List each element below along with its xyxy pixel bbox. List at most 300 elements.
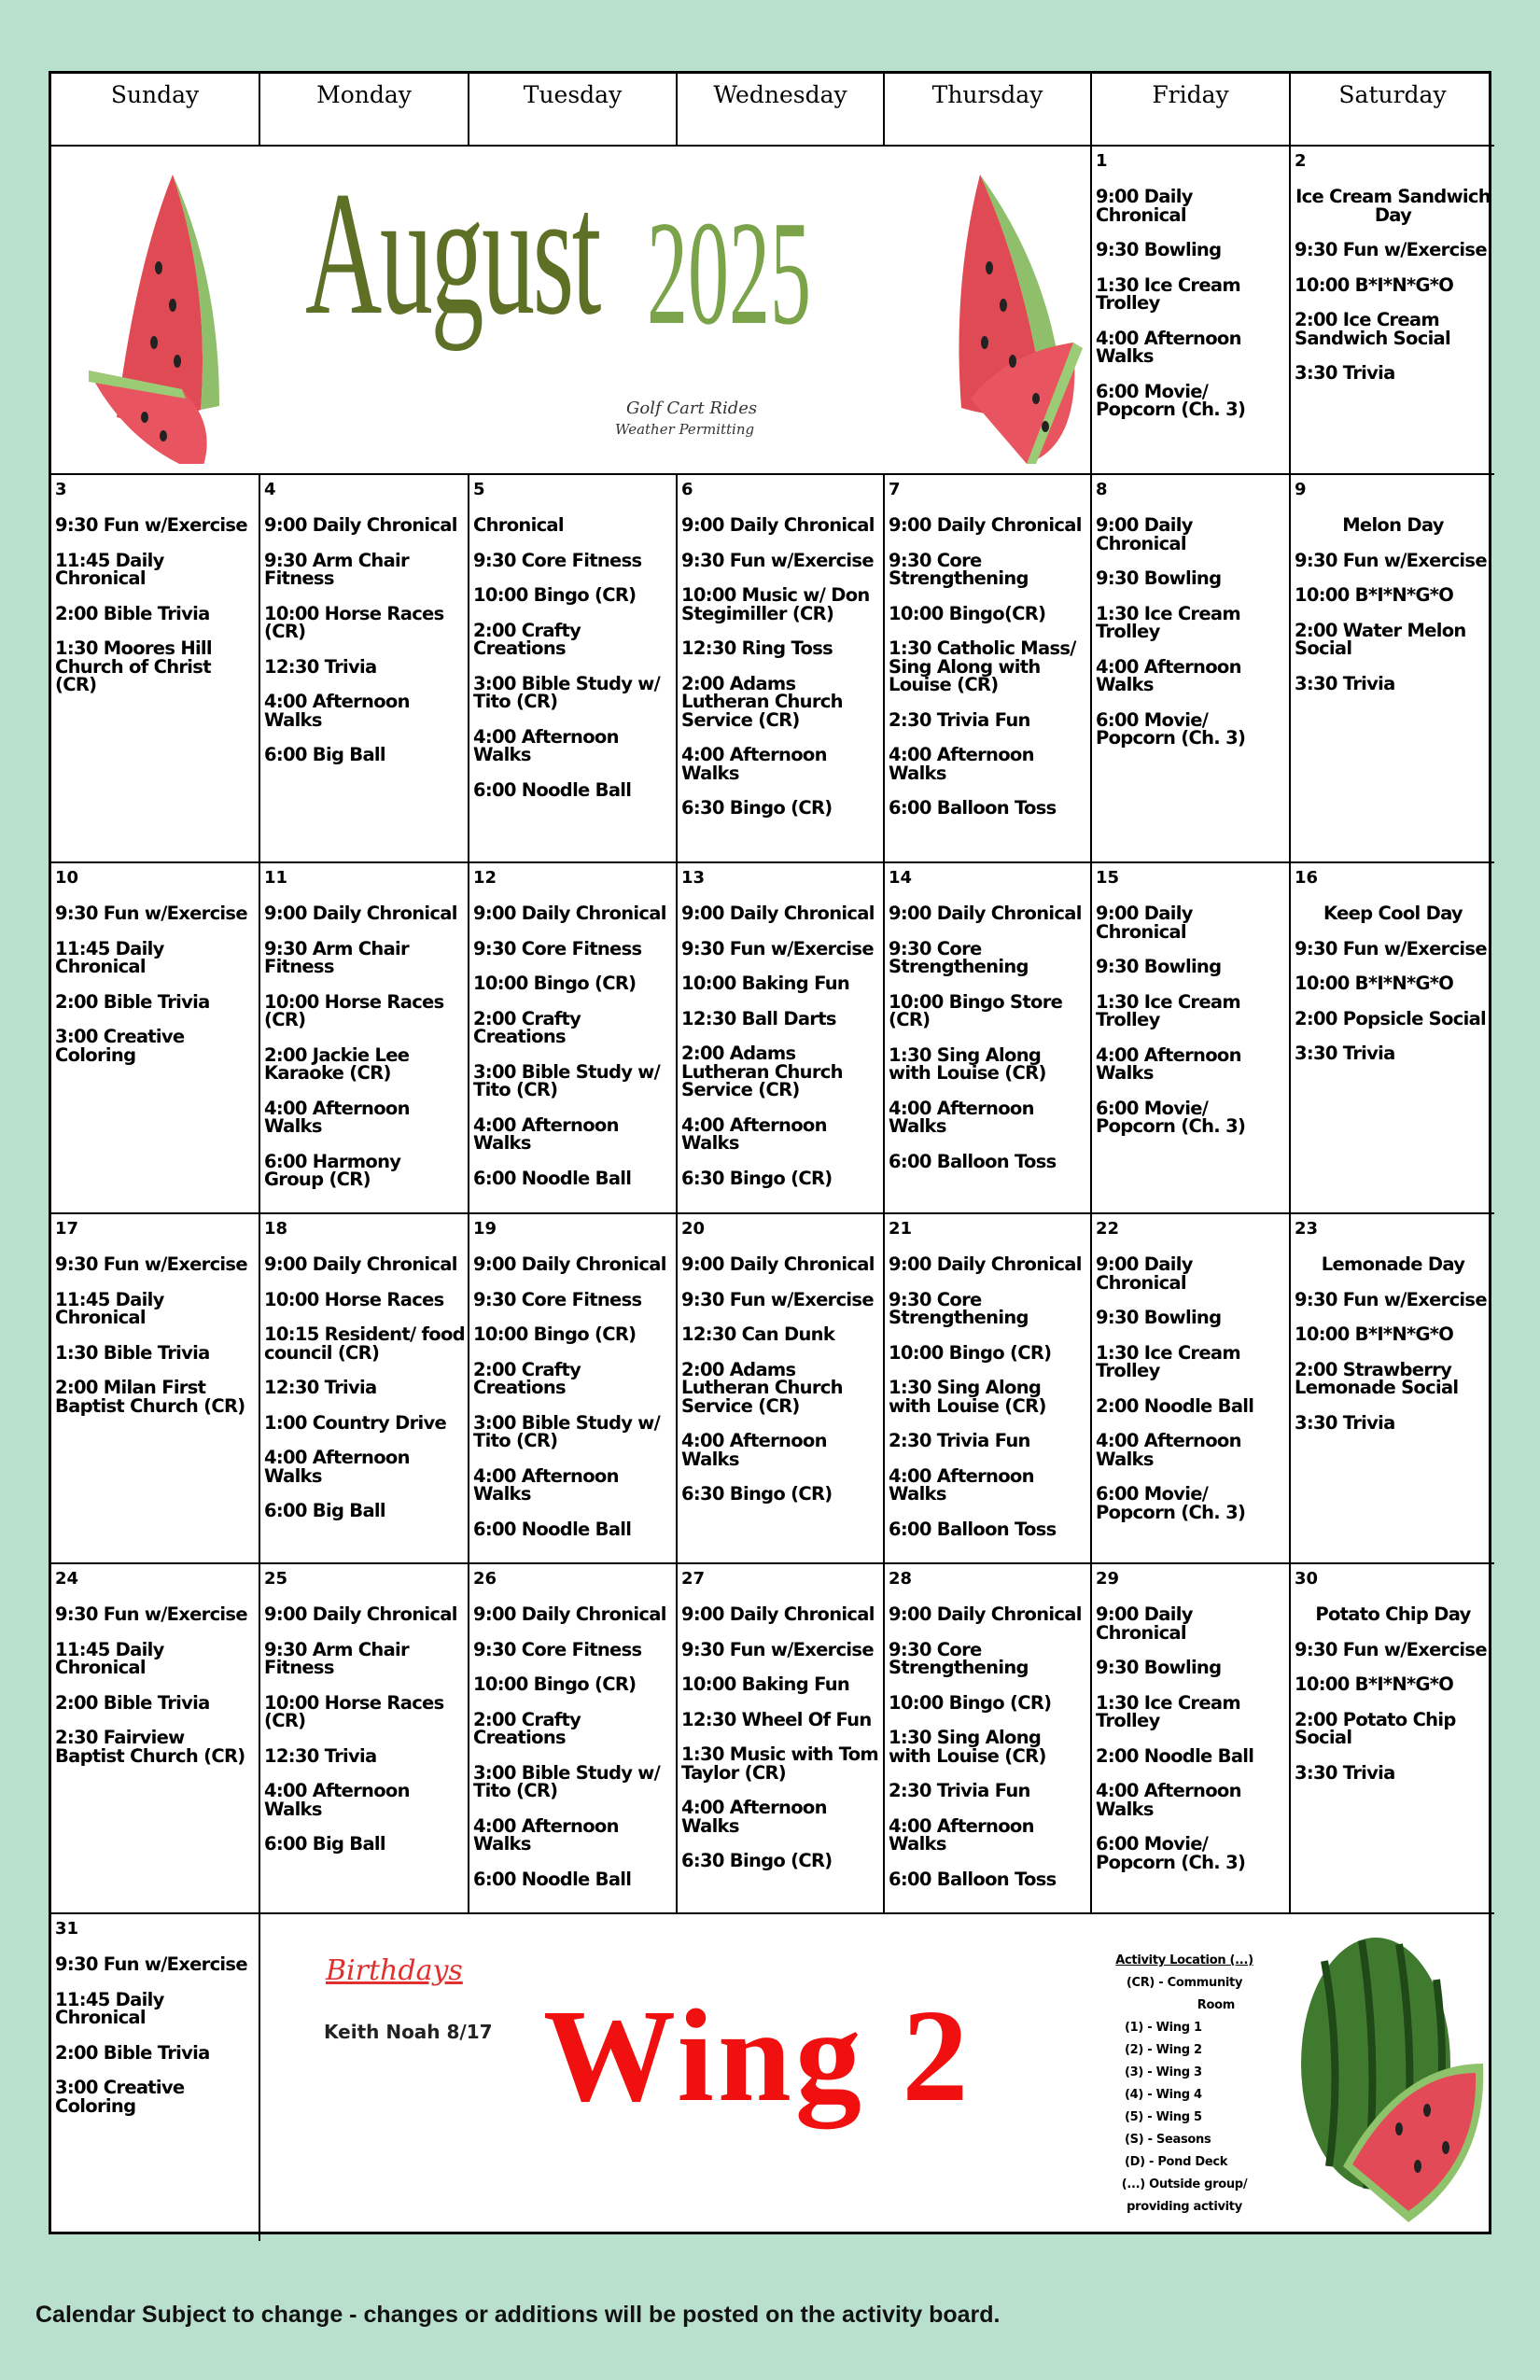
event-item: 9:30 Fun w/Exercise bbox=[681, 937, 874, 959]
day-number: 2 bbox=[1295, 151, 1307, 171]
day-cell-17 bbox=[51, 1214, 260, 1564]
event-item: 9:30 Core Fitness bbox=[473, 549, 642, 571]
day-number: 30 bbox=[1295, 1569, 1319, 1589]
event-item: 10:00 Horse Races (CR) bbox=[264, 602, 444, 642]
event-item: 9:30 Fun w/Exercise bbox=[681, 549, 874, 571]
event-list bbox=[889, 1255, 1087, 1555]
event-item: 9:30 Core Fitness bbox=[473, 1288, 642, 1310]
event-item: 10:00 Bingo (CR) bbox=[473, 1673, 637, 1695]
event-item: 9:30 Bowling bbox=[1096, 239, 1222, 260]
event-item: 9:30 Core Strengthening bbox=[889, 549, 1029, 589]
event-list bbox=[55, 516, 256, 711]
event-item: 9:30 Fun w/Exercise bbox=[55, 1253, 247, 1275]
event-list bbox=[1295, 516, 1491, 709]
event-item: 6:30 Bingo (CR) bbox=[681, 1167, 833, 1189]
day-cell-1 bbox=[1092, 147, 1291, 475]
event-item: 6:00 Noodle Ball bbox=[473, 778, 632, 801]
event-item: 6:00 Movie/ Popcorn (Ch. 3) bbox=[1096, 708, 1246, 749]
event-item: 9:00 Daily Chronical bbox=[1096, 186, 1193, 226]
event-item: 9:30 Core Strengthening bbox=[889, 937, 1029, 977]
event-item: 10:00 Bingo (CR) bbox=[473, 973, 637, 994]
event-item: 9:00 Daily Chronical bbox=[1096, 514, 1193, 554]
day-number: 8 bbox=[1096, 480, 1108, 499]
event-item: 4:00 Afternoon Walks bbox=[1096, 1043, 1241, 1084]
weather-text: Weather Permitting bbox=[615, 421, 755, 438]
event-item: 6:00 Noodle Ball bbox=[473, 1868, 632, 1890]
event-item: 12:30 Ball Darts bbox=[681, 1007, 836, 1029]
watermelon-slice-icon bbox=[70, 165, 257, 464]
day-number: 15 bbox=[1096, 868, 1120, 888]
event-item: 9:30 Arm Chair Fitness bbox=[264, 549, 409, 589]
day-cell-15 bbox=[1092, 863, 1291, 1214]
event-item: 10:00 Horse Races (CR) bbox=[264, 990, 444, 1030]
event-item: 1:30 Sing Along with Louise (CR) bbox=[889, 1727, 1046, 1767]
event-item: 2:00 Bible Trivia bbox=[55, 2041, 210, 2064]
event-item: 6:00 Big Ball bbox=[264, 1500, 385, 1521]
event-item: 10:00 Bingo (CR) bbox=[889, 1691, 1052, 1714]
event-item: 4:00 Afternoon Walks bbox=[889, 1464, 1034, 1505]
day-number: 11 bbox=[264, 868, 288, 888]
event-item: 4:00 Afternoon Walks bbox=[264, 1097, 410, 1137]
event-item: 1:30 Ice Cream Trolley bbox=[1096, 602, 1240, 642]
location-legend bbox=[1100, 1950, 1268, 2219]
event-item: 11:45 Daily Chronical bbox=[55, 937, 164, 977]
legend-outside: (...) Outside group/ bbox=[1121, 2177, 1248, 2191]
day-cell-22 bbox=[1092, 1214, 1291, 1564]
day-number: 25 bbox=[264, 1569, 288, 1589]
event-item: 9:00 Daily Chronical bbox=[681, 903, 875, 924]
event-list bbox=[1096, 1605, 1286, 1888]
day-number: 17 bbox=[55, 1219, 79, 1239]
event-list bbox=[1096, 516, 1286, 764]
day-number: 12 bbox=[473, 868, 497, 888]
day-cell-2 bbox=[1291, 147, 1494, 475]
event-list bbox=[1295, 1605, 1491, 1799]
event-item: 2:00 Milan First Baptist Church (CR) bbox=[55, 1377, 245, 1417]
event-item: 12:30 Ring Toss bbox=[681, 637, 833, 659]
event-item: 4:00 Afternoon Walks bbox=[473, 1464, 619, 1505]
event-list bbox=[681, 904, 880, 1204]
day-number: 19 bbox=[473, 1219, 497, 1239]
event-item: 9:00 Daily Chronical bbox=[264, 514, 457, 536]
event-item: 4:00 Afternoon Walks bbox=[264, 691, 410, 731]
event-item: 2:00 Water Melon Social bbox=[1295, 619, 1466, 659]
event-item: 9:00 Daily Chronical bbox=[473, 1253, 666, 1275]
event-item: 4:00 Afternoon Walks bbox=[681, 1113, 827, 1154]
event-item: 9:30 Bowling bbox=[1096, 567, 1222, 589]
event-item: 2:00 Crafty Creations bbox=[473, 619, 581, 659]
event-item: 10:00 Horse Races bbox=[264, 1288, 444, 1310]
calendar-grid bbox=[49, 71, 1491, 2234]
birthdays-title: Birthdays bbox=[326, 1954, 463, 1987]
day-cell-10 bbox=[51, 863, 260, 1214]
event-item: 2:00 Potato Chip Social bbox=[1295, 1708, 1456, 1748]
event-item: 1:30 Moores Hill Church of Christ (CR) bbox=[55, 637, 212, 695]
event-item: 2:30 Trivia Fun bbox=[889, 1430, 1030, 1451]
event-item: 9:30 Core Fitness bbox=[473, 937, 642, 959]
event-item: 9:00 Daily Chronical bbox=[889, 514, 1082, 536]
day-number: 3 bbox=[55, 480, 67, 499]
event-item: 12:30 Trivia bbox=[264, 655, 377, 678]
day-cell-23 bbox=[1291, 1214, 1494, 1564]
day-number: 23 bbox=[1295, 1219, 1319, 1239]
golf-cart-text: Golf Cart Rides bbox=[626, 399, 758, 418]
event-list bbox=[264, 1605, 465, 1870]
legend-cr: (CR) - Community bbox=[1126, 1976, 1243, 1990]
event-item: 3:30 Trivia bbox=[1295, 1043, 1395, 1064]
day-cell-11 bbox=[260, 863, 469, 1214]
event-item: 9:00 Daily Chronical bbox=[681, 1603, 875, 1625]
day-number: 22 bbox=[1096, 1219, 1120, 1239]
legend-providing: providing activity bbox=[1127, 2200, 1242, 2214]
event-list bbox=[889, 1605, 1087, 1905]
event-list bbox=[55, 1255, 256, 1432]
day-cell-28 bbox=[885, 1564, 1092, 1914]
day-number: 5 bbox=[473, 480, 485, 499]
event-item: 2:30 Fairview Baptist Church (CR) bbox=[55, 1727, 245, 1767]
event-item: Keep Cool Day bbox=[1323, 903, 1463, 924]
event-item: 9:30 Fun w/Exercise bbox=[55, 1603, 247, 1625]
event-item: 3:00 Creative Coloring bbox=[55, 2077, 185, 2117]
event-item: 10:00 B*I*N*G*O bbox=[1295, 1323, 1454, 1345]
day-number: 31 bbox=[55, 1919, 79, 1939]
day-number: 29 bbox=[1096, 1569, 1120, 1589]
event-item: 3:30 Trivia bbox=[1295, 362, 1395, 384]
watermelon-slice-icon bbox=[924, 165, 1092, 464]
event-item: 6:00 Movie/ Popcorn (Ch. 3) bbox=[1096, 1097, 1246, 1137]
day-cell-30 bbox=[1291, 1564, 1494, 1914]
event-item: 9:00 Daily Chronical bbox=[889, 1253, 1082, 1275]
event-item: 4:00 Afternoon Walks bbox=[1096, 1430, 1241, 1470]
event-item: 1:30 Sing Along with Louise (CR) bbox=[889, 1377, 1046, 1417]
event-item: 10:00 Bingo Store (CR) bbox=[889, 990, 1063, 1030]
event-item: 2:00 Crafty Creations bbox=[473, 1007, 581, 1047]
event-item: 9:30 Fun w/Exercise bbox=[55, 903, 247, 924]
event-list bbox=[889, 516, 1087, 834]
event-item: 9:30 Arm Chair Fitness bbox=[264, 937, 409, 977]
event-item: 11:45 Daily Chronical bbox=[55, 1288, 164, 1328]
event-item: 11:45 Daily Chronical bbox=[55, 1988, 164, 2028]
event-item: 3:30 Trivia bbox=[1295, 1411, 1395, 1434]
month-banner bbox=[51, 147, 1092, 475]
event-item: 9:00 Daily Chronical bbox=[473, 903, 666, 924]
day-number: 20 bbox=[681, 1219, 706, 1239]
event-item: 1:30 Catholic Mass/ Sing Along with Louise (CR) bbox=[889, 637, 1076, 695]
event-item: 4:00 Afternoon Walks bbox=[473, 1814, 619, 1855]
day-cell-9 bbox=[1291, 475, 1494, 863]
event-item: 6:00 Big Ball bbox=[264, 744, 385, 765]
day-number: 9 bbox=[1295, 480, 1307, 499]
event-item: 9:30 Fun w/Exercise bbox=[55, 514, 247, 536]
event-item: 10:00 B*I*N*G*O bbox=[1295, 973, 1454, 994]
event-item: 3:00 Bible Study w/ Tito (CR) bbox=[473, 1060, 661, 1100]
event-item: 9:00 Daily Chronical bbox=[473, 1603, 666, 1625]
event-item: 4:00 Afternoon Walks bbox=[889, 744, 1034, 784]
day-number: 27 bbox=[681, 1569, 706, 1589]
event-item: 10:00 B*I*N*G*O bbox=[1295, 273, 1454, 296]
event-item: 6:00 Movie/ Popcorn (Ch. 3) bbox=[1096, 1833, 1246, 1873]
event-item: 9:00 Daily Chronical bbox=[681, 1253, 875, 1275]
event-item: 4:00 Afternoon Walks bbox=[1096, 655, 1241, 695]
event-item: 4:00 Afternoon Walks bbox=[681, 1430, 827, 1470]
day-number: 10 bbox=[55, 868, 79, 888]
day-cell-27 bbox=[678, 1564, 885, 1914]
day-cell-31 bbox=[51, 1914, 260, 2241]
event-list bbox=[264, 516, 465, 781]
day-number: 13 bbox=[681, 868, 706, 888]
event-list bbox=[889, 904, 1087, 1187]
event-item: 2:00 Jackie Lee Karaoke (CR) bbox=[264, 1043, 410, 1084]
birthday-entry: Keith Noah 8/17 bbox=[324, 2021, 493, 2043]
event-item: Melon Day bbox=[1342, 514, 1444, 536]
day-cell-7 bbox=[885, 475, 1092, 863]
event-item: 9:30 Fun w/Exercise bbox=[1295, 1288, 1487, 1310]
event-list bbox=[473, 1255, 673, 1555]
event-item: 9:00 Daily Chronical bbox=[889, 1603, 1082, 1625]
event-list bbox=[1096, 188, 1286, 436]
event-list bbox=[55, 1955, 256, 2132]
event-item: 6:00 Big Ball bbox=[264, 1833, 385, 1855]
event-item: 3:30 Trivia bbox=[1295, 672, 1395, 694]
event-item: 6:00 Movie/ Popcorn (Ch. 3) bbox=[1096, 1483, 1246, 1523]
day-number: 1 bbox=[1096, 151, 1108, 171]
event-item: 6:30 Bingo (CR) bbox=[681, 797, 833, 819]
event-item: 9:00 Daily Chronical bbox=[681, 514, 875, 536]
wing-title: Wing 2 bbox=[543, 1981, 973, 2129]
header-wednesday: Wednesday bbox=[678, 74, 885, 147]
event-item: 1:30 Ice Cream Trolley bbox=[1096, 990, 1240, 1030]
day-number: 4 bbox=[264, 480, 276, 499]
legend-room: Room bbox=[1197, 1998, 1235, 2012]
legend-title: Activity Location (...) bbox=[1115, 1953, 1253, 1967]
event-list bbox=[55, 904, 256, 1081]
day-number: 28 bbox=[889, 1569, 913, 1589]
day-cell-21 bbox=[885, 1214, 1092, 1564]
day-number: 6 bbox=[681, 480, 693, 499]
event-item: 3:00 Bible Study w/ Tito (CR) bbox=[473, 1411, 661, 1451]
event-item: 12:30 Wheel Of Fun bbox=[681, 1708, 872, 1730]
legend-pond-deck: (D) - Pond Deck bbox=[1125, 2155, 1228, 2169]
event-list bbox=[1096, 904, 1286, 1153]
header-thursday: Thursday bbox=[885, 74, 1092, 147]
day-number: 18 bbox=[264, 1219, 288, 1239]
event-item: 6:00 Balloon Toss bbox=[889, 1150, 1057, 1172]
event-list bbox=[681, 1605, 880, 1887]
event-item: 9:30 Fun w/Exercise bbox=[55, 1953, 247, 1975]
legend-wing2: (2) - Wing 2 bbox=[1125, 2043, 1202, 2057]
event-item: 2:00 Crafty Creations bbox=[473, 1358, 581, 1398]
header-sunday: Sunday bbox=[51, 74, 260, 147]
day-cell-26 bbox=[469, 1564, 678, 1914]
event-item: 2:00 Bible Trivia bbox=[55, 602, 210, 624]
event-item: 2:30 Trivia Fun bbox=[889, 708, 1030, 731]
event-item: 10:00 Music w/ Don Stegimiller (CR) bbox=[681, 584, 870, 624]
event-item: 10:00 Bingo (CR) bbox=[889, 1341, 1052, 1364]
header-tuesday: Tuesday bbox=[469, 74, 678, 147]
event-item: 10:00 Horse Races (CR) bbox=[264, 1691, 444, 1731]
event-list bbox=[55, 1605, 256, 1782]
event-item: 1:30 Sing Along with Louise (CR) bbox=[889, 1043, 1046, 1084]
event-item: 2:00 Strawberry Lemonade Social bbox=[1295, 1358, 1459, 1398]
event-list bbox=[473, 1605, 673, 1905]
event-list bbox=[1295, 188, 1491, 399]
event-item: 9:30 Core Strengthening bbox=[889, 1288, 1029, 1328]
event-item: 2:30 Trivia Fun bbox=[889, 1780, 1030, 1801]
event-item: 10:00 Baking Fun bbox=[681, 1673, 850, 1695]
day-cell-8 bbox=[1092, 475, 1291, 863]
day-cell-18 bbox=[260, 1214, 469, 1564]
event-item: 2:00 Bible Trivia bbox=[55, 990, 210, 1013]
day-cell-19 bbox=[469, 1214, 678, 1564]
day-cell-20 bbox=[678, 1214, 885, 1564]
event-item: 4:00 Afternoon Walks bbox=[681, 744, 827, 784]
event-item: 10:00 Bingo (CR) bbox=[473, 584, 637, 606]
event-item: 6:00 Balloon Toss bbox=[889, 1518, 1057, 1540]
day-cell-14 bbox=[885, 863, 1092, 1214]
year-title: 2025 bbox=[647, 189, 811, 356]
event-item: 4:00 Afternoon Walks bbox=[681, 1797, 827, 1837]
event-item: 9:00 Daily Chronical bbox=[1096, 1603, 1193, 1644]
event-item: 2:00 Popsicle Social bbox=[1295, 1007, 1487, 1029]
event-list bbox=[1295, 1255, 1491, 1449]
event-item: 12:30 Trivia bbox=[264, 1744, 377, 1767]
event-item: 11:45 Daily Chronical bbox=[55, 549, 164, 589]
event-item: 4:00 Afternoon Walks bbox=[473, 1113, 619, 1154]
event-item: 3:00 Bible Study w/ Tito (CR) bbox=[473, 672, 661, 712]
event-item: 6:30 Bingo (CR) bbox=[681, 1850, 833, 1871]
event-item: 1:30 Ice Cream Trolley bbox=[1096, 1691, 1240, 1731]
event-item: 4:00 Afternoon Walks bbox=[264, 1447, 410, 1487]
event-item: 6:00 Noodle Ball bbox=[473, 1518, 632, 1540]
event-item: 3:00 Creative Coloring bbox=[55, 1026, 185, 1066]
event-item: 6:00 Balloon Toss bbox=[889, 1868, 1057, 1890]
day-cell-5 bbox=[469, 475, 678, 863]
day-number: 21 bbox=[889, 1219, 913, 1239]
event-item: 10:00 B*I*N*G*O bbox=[1295, 584, 1454, 606]
day-number: 26 bbox=[473, 1569, 497, 1589]
event-item: 2:00 Crafty Creations bbox=[473, 1708, 581, 1748]
whole-watermelon-icon bbox=[1287, 1924, 1492, 2232]
day-cell-29 bbox=[1092, 1564, 1291, 1914]
event-list bbox=[473, 904, 673, 1204]
event-item: 9:30 Bowling bbox=[1096, 1307, 1222, 1328]
event-item: 9:00 Daily Chronical bbox=[889, 903, 1082, 924]
event-item: 9:30 Arm Chair Fitness bbox=[264, 1638, 409, 1678]
month-title: August bbox=[305, 156, 599, 352]
event-item: 12:30 Trivia bbox=[264, 1377, 377, 1398]
event-item: 9:00 Daily Chronical bbox=[264, 1603, 457, 1625]
event-item: 9:30 Core Strengthening bbox=[889, 1638, 1029, 1678]
event-item: 10:15 Resident/ food council (CR) bbox=[264, 1323, 465, 1364]
legend-wing3: (3) - Wing 3 bbox=[1125, 2065, 1202, 2079]
legend-wing5: (5) - Wing 5 bbox=[1125, 2110, 1202, 2124]
legend-seasons: (S) - Seasons bbox=[1125, 2133, 1211, 2147]
event-item: 10:00 Bingo (CR) bbox=[473, 1323, 637, 1345]
event-item: 9:30 Fun w/Exercise bbox=[681, 1288, 874, 1310]
event-item: 10:00 B*I*N*G*O bbox=[1295, 1673, 1454, 1695]
event-item: 2:00 Ice Cream Sandwich Social bbox=[1295, 309, 1450, 349]
event-list bbox=[264, 904, 465, 1206]
event-item: 4:00 Afternoon Walks bbox=[889, 1097, 1034, 1137]
event-item: 9:00 Daily Chronical bbox=[1096, 903, 1193, 943]
event-item: 9:00 Daily Chronical bbox=[1096, 1253, 1193, 1294]
event-item: 1:00 Country Drive bbox=[264, 1411, 447, 1434]
day-cell-25 bbox=[260, 1564, 469, 1914]
event-item: Chronical bbox=[473, 514, 564, 536]
event-item: 2:00 Adams Lutheran Church Service (CR) bbox=[681, 672, 843, 731]
event-list bbox=[681, 516, 880, 834]
event-item: Lemonade Day bbox=[1321, 1253, 1465, 1275]
day-cell-16 bbox=[1291, 863, 1494, 1214]
legend-wing1: (1) - Wing 1 bbox=[1125, 2021, 1202, 2035]
event-item: 6:30 Bingo (CR) bbox=[681, 1483, 833, 1505]
event-list bbox=[681, 1255, 880, 1520]
day-number: 14 bbox=[889, 868, 913, 888]
day-number: 16 bbox=[1295, 868, 1319, 888]
event-item: 2:00 Noodle Ball bbox=[1096, 1744, 1254, 1767]
event-item: 9:30 Fun w/Exercise bbox=[1295, 239, 1487, 260]
day-cell-4 bbox=[260, 475, 469, 863]
day-cell-6 bbox=[678, 475, 885, 863]
day-cell-12 bbox=[469, 863, 678, 1214]
event-item: 9:00 Daily Chronical bbox=[264, 1253, 457, 1275]
event-item: 1:30 Ice Cream Trolley bbox=[1096, 1341, 1240, 1381]
event-item: 1:30 Bible Trivia bbox=[55, 1341, 210, 1364]
event-item: 9:30 Core Fitness bbox=[473, 1638, 642, 1660]
event-item: 6:00 Movie/ Popcorn (Ch. 3) bbox=[1096, 380, 1246, 420]
event-item: Ice Cream Sandwich Day bbox=[1295, 186, 1491, 226]
event-item: 6:00 Balloon Toss bbox=[889, 797, 1057, 819]
event-item: 2:00 Bible Trivia bbox=[55, 1691, 210, 1714]
event-list bbox=[1295, 904, 1491, 1080]
day-number: 7 bbox=[889, 480, 901, 499]
event-item: 4:00 Afternoon Walks bbox=[264, 1780, 410, 1820]
event-item: 3:00 Bible Study w/ Tito (CR) bbox=[473, 1761, 661, 1801]
event-item: 1:30 Music with Tom Taylor (CR) bbox=[681, 1743, 879, 1784]
event-item: 6:00 Harmony Group (CR) bbox=[264, 1150, 401, 1190]
event-item: 9:30 Bowling bbox=[1096, 1657, 1222, 1678]
event-item: 12:30 Can Dunk bbox=[681, 1323, 835, 1345]
header-friday: Friday bbox=[1092, 74, 1291, 147]
day-cell-3 bbox=[51, 475, 260, 863]
day-cell-13 bbox=[678, 863, 885, 1214]
event-item: 4:00 Afternoon Walks bbox=[889, 1814, 1034, 1855]
event-item: 4:00 Afternoon Walks bbox=[473, 725, 619, 765]
event-item: 10:00 Bingo(CR) bbox=[889, 602, 1046, 624]
event-item: 9:30 Fun w/Exercise bbox=[1295, 1638, 1487, 1660]
bottom-info-panel bbox=[260, 1914, 1494, 2241]
event-item: 9:30 Fun w/Exercise bbox=[1295, 937, 1487, 959]
day-cell-24 bbox=[51, 1564, 260, 1914]
day-number: 24 bbox=[55, 1569, 79, 1589]
event-item: 9:30 Fun w/Exercise bbox=[681, 1638, 874, 1660]
event-item: 9:00 Daily Chronical bbox=[264, 903, 457, 924]
event-item: 9:30 Bowling bbox=[1096, 956, 1222, 977]
footer-note: Calendar Subject to change - changes or additions will be posted on the activity board. bbox=[35, 2302, 1001, 2328]
event-item: 3:30 Trivia bbox=[1295, 1761, 1395, 1784]
legend-wing4: (4) - Wing 4 bbox=[1125, 2088, 1202, 2102]
event-item: 11:45 Daily Chronical bbox=[55, 1638, 164, 1678]
event-item: 2:00 Adams Lutheran Church Service (CR) bbox=[681, 1358, 843, 1417]
event-item: 10:00 Baking Fun bbox=[681, 973, 850, 994]
event-item: Potato Chip Day bbox=[1315, 1603, 1471, 1625]
event-item: 2:00 Noodle Ball bbox=[1096, 1394, 1254, 1417]
event-list bbox=[473, 516, 673, 816]
event-item: 1:30 Ice Cream Trolley bbox=[1096, 273, 1240, 314]
event-list bbox=[264, 1255, 465, 1537]
event-item: 9:30 Fun w/Exercise bbox=[1295, 549, 1487, 571]
event-item: 4:00 Afternoon Walks bbox=[1096, 1780, 1241, 1820]
